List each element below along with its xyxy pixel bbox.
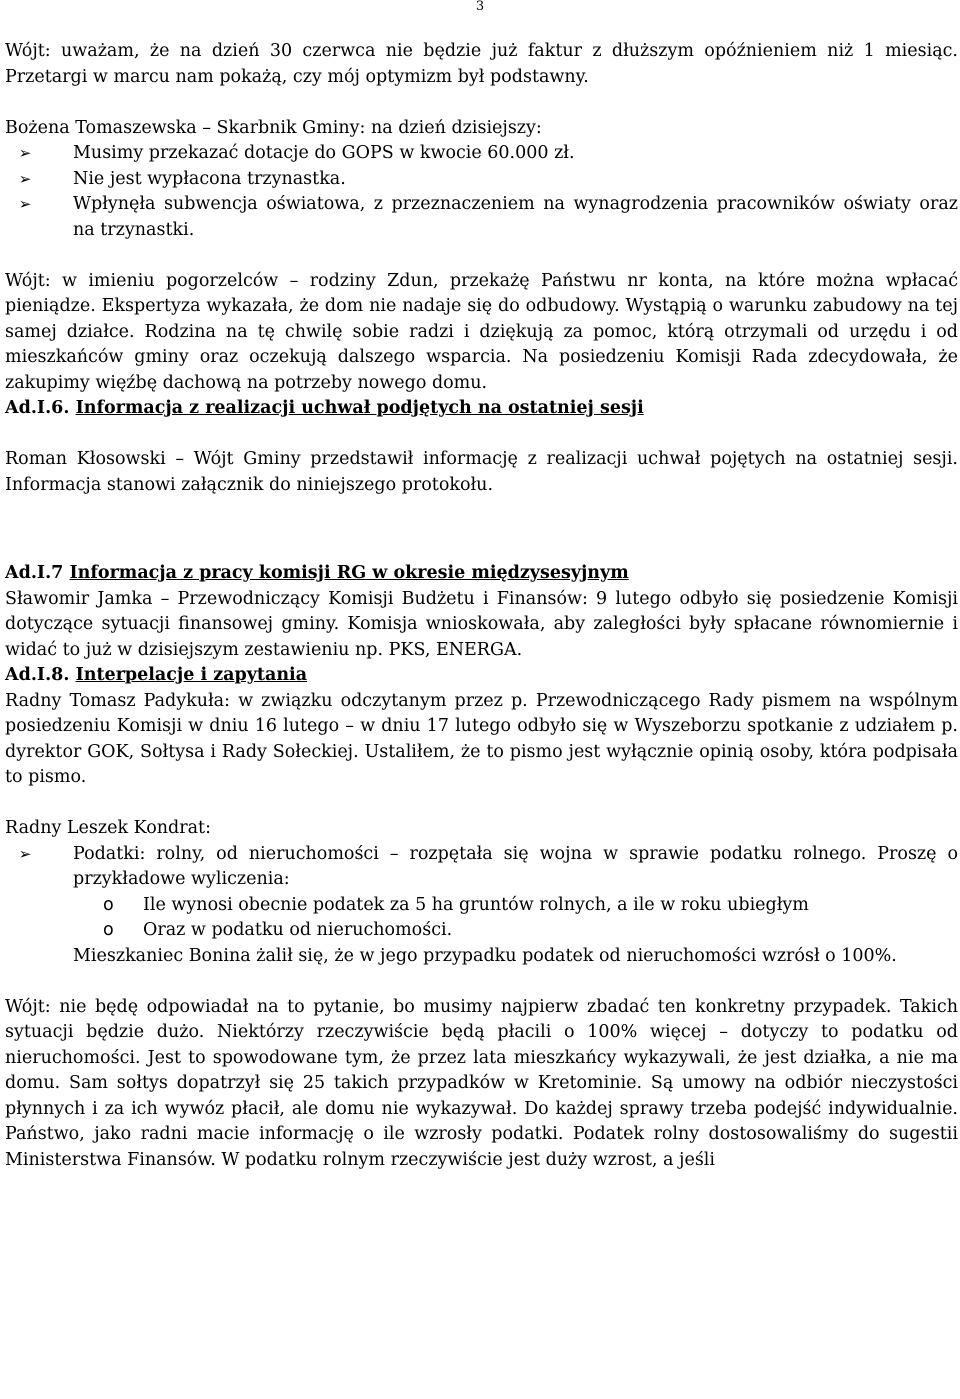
paragraph-padykula: Radny Tomasz Padykuła: w związku odczytanym przez p. Przewodniczącego Rady pismem na wspólnym posiedzeniu Komisji w dniu 16 lutego – w dniu 17 lutego odbyło się w Wyszeborzu spotkanie z udziałem p. dyrektor GOK, Sołtysa i Rady Sołeckiej. Ustaliłem, że to pismo jest wyłącznie opinią osoby, która podpisała to pismo. — [5, 690, 958, 787]
paragraph-wojt-1: Wójt: uważam, że na dzień 30 czerwca nie będzie już faktur z dłuższym opóźnieniem niż 1 miesiąc. Przetargi w marcu nam pokażą, czy mój optymizm był podstawny. — [5, 41, 958, 87]
list-item: ➢ Wpłynęła subwencja oświatowa, z przeznaczeniem na wynagrodzenia pracowników oświaty oraz na trzynastki. — [5, 192, 958, 243]
list-item: o Ile wynosi obecnie podatek za 5 ha gruntów rolnych, a ile w roku ubiegłym — [5, 893, 958, 919]
circle-bullet-icon: o — [103, 920, 114, 940]
paragraph-wojt-2: Wójt: w imieniu pogorzelców – rodziny Zdun, przekażę Państwu nr konta, na które można wpłacać pieniądze. Ekspertyza wykazała, że dom nie nadaje się do odbudowy. Wystąpią o warunku zabudowy na tej samej działce. Rodzina na tę chwilę sobie radzi i dziękują za pomoc, którą otrzymali od urzędu i od mieszkańców gminy oraz oczekują dalszego wsparcia. Na posiedzeniu Komisji Rada zdecydowała, że zakupimy więźbę dachową na potrzeby nowego domu. — [5, 270, 958, 393]
heading-number: Ad.I.8. — [5, 665, 70, 685]
list-item: ➢ Musimy przekazać dotacje do GOPS w kwocie 60.000 zł. — [5, 141, 958, 167]
section-heading-7 — [5, 561, 958, 587]
list-item: ➢ Podatki: rolny, od nieruchomości – rozpętała się wojna w sprawie podatku rolnego. Proszę o przykładowe wyliczenia: — [5, 842, 958, 893]
heading-title: Informacja z realizacji uchwał podjętych na ostatniej sesji — [75, 398, 644, 418]
arrow-bullet-icon: ➢ — [18, 169, 32, 188]
paragraph-kondrat-tail: Mieszkaniec Bonina żalił się, że w jego przypadku podatek od nieruchomości wzrósł o 100%. — [73, 945, 897, 966]
paragraph-wojt-4: Wójt: nie będę odpowiadał na to pytanie, bo musimy najpierw zbadać ten konkretny przypadek. Takich sytuacji będzie dużo. Niektórzy rzeczywiście będą płacili o 100% więcej – dotyczy to podatku od nieruchomości. Jest to spowodowane tym, że przez lata mieszkańcy wykazywali, że jest działka, a nie ma domu. Sam sołtys dopatrzył się 25 takich przypadków w Kretominie. Są umowy na odbiór nieczystości płynnych i za ich wywóz płacił, ale domu nie wykazywał. Do każdej sprawy trzeba podejść indywidualnie. Państwo, jako radni macie informację o ile wzrosły podatki. Podatek rolny dostosowaliśmy do sugestii Ministerstwa Finansów. W podatku rolnym rzeczywiście jest duży wzrost, a jeśli — [5, 996, 958, 1170]
arrow-bullet-icon: ➢ — [18, 844, 32, 863]
paragraph-kondrat-intro: Radny Leszek Kondrat: — [5, 818, 211, 838]
section-heading-8 — [5, 663, 958, 689]
kondrat-sublist — [5, 893, 958, 944]
skarbnik-list — [5, 141, 958, 243]
paragraph-jamka: Sławomir Jamka – Przewodniczący Komisji Budżetu i Finansów: 9 lutego odbyło się posiedzenie Komisji dotyczące sytuacji finansowej gminy. Komisja wnioskowała, aby zaległości były spłacane równomiernie i widać to już w dzisiejszym zestawieniu np. PKS, ENERGA. — [5, 588, 958, 660]
arrow-bullet-icon: ➢ — [18, 144, 32, 162]
circle-bullet-icon: o — [103, 894, 114, 915]
heading-number: Ad.I.6. — [5, 398, 70, 418]
section-heading-6 — [5, 396, 958, 422]
heading-title: Informacja z pracy komisji RG w okresie międzysesyjnym — [69, 563, 629, 583]
heading-title: Interpelacje i zapytania — [75, 665, 308, 685]
paragraph-skarbnik-intro: Bożena Tomaszewska – Skarbnik Gminy: na dzień dzisiejszy: — [5, 117, 542, 138]
heading-number: Ad.I.7 — [5, 563, 64, 583]
page-number: 3 — [475, 0, 485, 14]
list-item: o Oraz w podatku od nieruchomości. — [5, 918, 958, 944]
arrow-bullet-icon: ➢ — [18, 195, 32, 213]
kondrat-list — [5, 842, 958, 893]
document-body — [5, 39, 958, 1173]
list-item: ➢ Nie jest wypłacona trzynastka. — [5, 167, 958, 193]
paragraph-wojt-3: Roman Kłosowski – Wójt Gminy przedstawił informację z realizacji uchwał pojętych na ostatniej sesji. Informacja stanowi załącznik do niniejszego protokołu. — [5, 449, 958, 495]
